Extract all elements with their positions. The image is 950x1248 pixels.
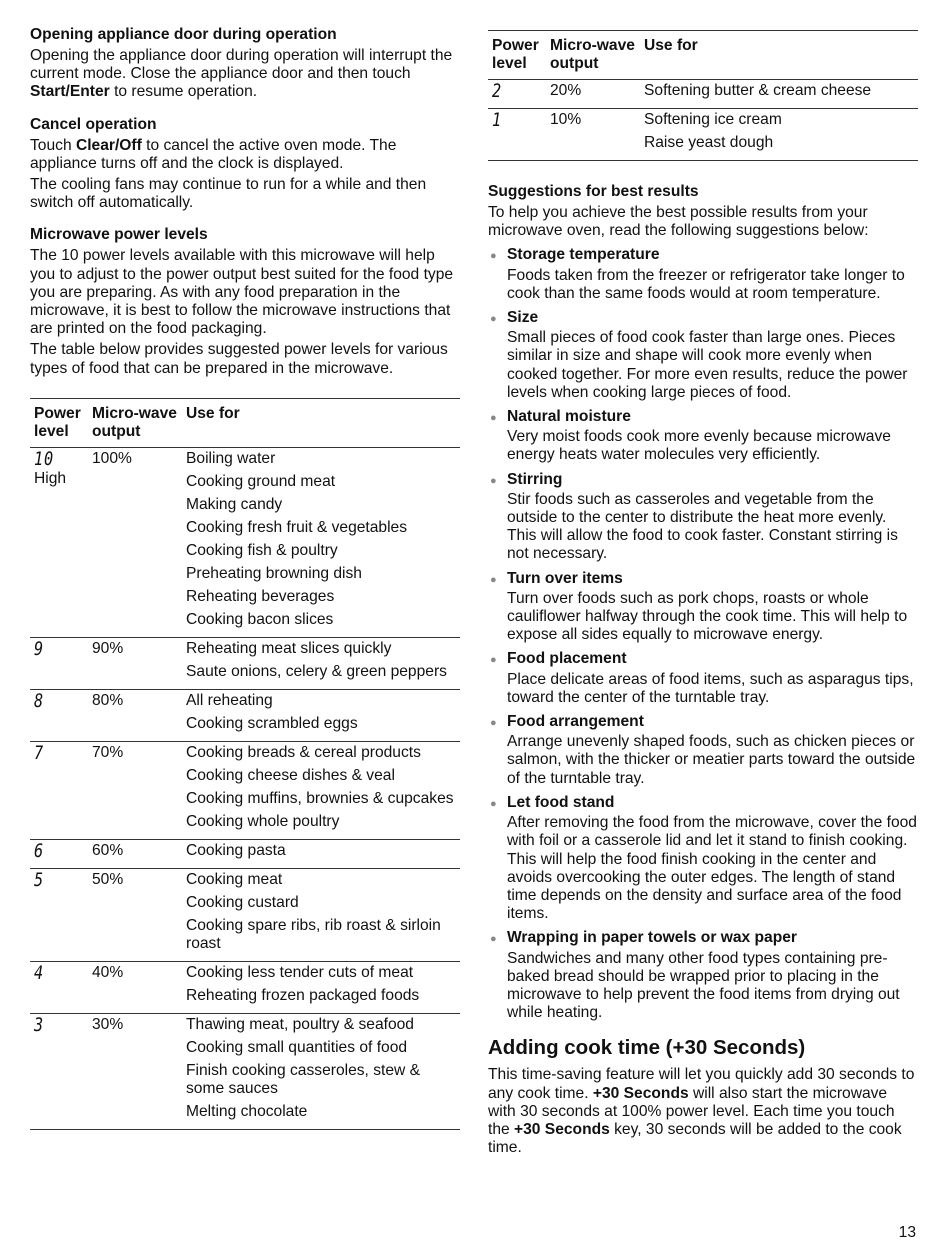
- use-item: Cooking muffins, brownies & cupcakes: [186, 789, 454, 807]
- power-level-cell: [30, 637, 88, 689]
- use-item: Saute onions, celery & green peppers: [186, 662, 447, 680]
- output-cell: 50%: [88, 868, 182, 961]
- section-suggestions: [488, 183, 918, 1022]
- output-cell: 80%: [88, 689, 182, 741]
- suggestion-title: Food placement: [507, 650, 627, 668]
- section-text: To help you achieve the best possible results from your microwave oven, read the following suggestions below:: [488, 204, 869, 240]
- suggestion-item: [488, 246, 918, 303]
- suggestion-item: [488, 713, 918, 788]
- table-row: [30, 1013, 460, 1129]
- text-span: to resume operation.: [109, 83, 258, 101]
- section-text: [30, 137, 460, 173]
- use-item: Cooking whole poultry: [186, 812, 340, 830]
- power-level-display: 7: [34, 741, 44, 764]
- use-item: Preheating browning dish: [186, 564, 362, 582]
- suggestion-item: [488, 471, 918, 564]
- suggestion-item: [488, 794, 918, 923]
- use-item: Raise yeast dough: [644, 134, 774, 151]
- section-title: Suggestions for best results: [488, 183, 699, 200]
- table-row: [488, 109, 918, 161]
- use-item: Making candy: [186, 495, 283, 513]
- power-level-display: 2: [492, 80, 502, 102]
- section-text: The table below provides suggested power levels for various types of food that can be prepared in the microwave.: [30, 341, 448, 377]
- bullet-icon: ●: [490, 933, 497, 946]
- header-power-level: Power level: [30, 398, 88, 447]
- header-use-for: Use for: [640, 31, 918, 80]
- suggestion-item: [488, 408, 918, 465]
- suggestion-item: [488, 650, 918, 707]
- use-for-cell: [182, 447, 460, 637]
- suggestion-title: Natural moisture: [507, 408, 631, 426]
- right-column: [488, 30, 918, 1157]
- power-level-cell: [488, 80, 546, 109]
- text-span: This time-saving feature will let you quickly add 30 seconds to any cook time.: [488, 1066, 915, 1102]
- use-item: Softening ice cream: [644, 111, 782, 128]
- section-text: The 10 power levels available with this microwave will help you to adjust to the power output best suited for the food type you are preparing. As with any food preparation in the microwave, it is best to follow the microwave instructions that are printed on the food packaging.: [30, 247, 454, 338]
- suggestion-title: Storage temperature: [507, 246, 660, 264]
- bullet-icon: ●: [490, 654, 497, 667]
- power-level-display: 5: [34, 868, 44, 891]
- power-level-display: 6: [34, 839, 44, 862]
- suggestion-list: [488, 246, 918, 1022]
- text-span: key, 30 seconds will be added to the cook time.: [488, 1120, 902, 1157]
- section-title: Opening appliance door during operation: [30, 26, 337, 43]
- power-level-cell: [30, 689, 88, 741]
- table-row: [30, 447, 460, 637]
- table-row: [30, 868, 460, 961]
- use-for-cell: [640, 80, 918, 109]
- power-level-table-continued: [488, 30, 918, 161]
- use-item: Cooking breads & cereal products: [186, 743, 421, 761]
- table-row: [30, 839, 460, 868]
- section-title: Microwave power levels: [30, 226, 208, 244]
- text-span: will also start the microwave with 30 seconds at 100% power level. Each time you touch the: [488, 1084, 895, 1138]
- power-level-table: [30, 398, 460, 1130]
- suggestion-text: Small pieces of food cook faster than large ones. Pieces similar in size and shape will cook more evenly when cooked together. For more even results, reduce the power levels when cooking large pieces of food.: [507, 329, 908, 401]
- use-for-cell: [182, 868, 460, 961]
- output-cell: 40%: [88, 961, 182, 1013]
- use-item: Cooking cheese dishes & veal: [186, 766, 395, 784]
- bullet-icon: ●: [490, 250, 497, 263]
- use-item: Cooking small quantities of food: [186, 1038, 408, 1056]
- use-item: Cooking fish & poultry: [186, 541, 338, 559]
- bullet-icon: ●: [490, 474, 497, 487]
- table-header-row: [488, 31, 918, 80]
- suggestion-title: Let food stand: [507, 793, 615, 811]
- output-cell: 100%: [92, 449, 132, 467]
- use-item: Cooking less tender cuts of meat: [186, 963, 414, 981]
- use-item: Cooking bacon slices: [186, 610, 334, 628]
- suggestion-title: Size: [507, 309, 539, 327]
- output-cell: 90%: [88, 637, 182, 689]
- suggestion-text: After removing the food from the microwave, cover the food with foil or a casserole lid and let it stand to finish cooking. This will help the food finish cooking in the center and avoids overcooking the outer edges. The length of stand time depends on the density and surface area of the food items.: [507, 814, 917, 923]
- power-level-display: 1: [492, 109, 502, 131]
- use-item: All reheating: [186, 691, 273, 709]
- key-name: Clear/Off: [75, 136, 142, 154]
- suggestion-text: Very moist foods cook more evenly because microwave energy heats water molecules very efficiently.: [507, 428, 891, 464]
- section-text: [488, 1066, 918, 1157]
- use-item: Boiling water: [186, 449, 276, 467]
- page-number: 13: [898, 1224, 916, 1241]
- section-text: [30, 47, 460, 102]
- suggestion-title: Wrapping in paper towels or wax paper: [507, 929, 797, 947]
- bullet-icon: ●: [490, 717, 497, 730]
- key-name: +30 Seconds: [514, 1120, 610, 1138]
- suggestion-text: Foods taken from the freezer or refrigerator take longer to cook than the same foods would at room temperature.: [507, 266, 905, 302]
- use-item: Reheating beverages: [186, 587, 335, 605]
- bullet-icon: ●: [490, 797, 497, 810]
- output-cell: 20%: [550, 82, 582, 99]
- suggestion-title: Food arrangement: [507, 713, 644, 731]
- section-cancel-operation: [30, 116, 460, 213]
- section-title-adding-cook-time: Adding cook time (+30 Seconds): [488, 1036, 806, 1060]
- text-span: Opening the appliance door during operation will interrupt the current mode. Close the appliance door and then touch: [30, 47, 453, 83]
- left-column: [30, 26, 460, 1130]
- table-header-row: [30, 398, 460, 447]
- section-title: Cancel operation: [30, 115, 157, 133]
- table-row: [488, 80, 918, 109]
- suggestion-text: Arrange unevenly shaped foods, such as chicken pieces or salmon, with the thicker or meatier parts toward the outside of the turntable tray.: [507, 733, 916, 787]
- power-level-cell: [30, 447, 88, 637]
- power-level-cell: [30, 1013, 88, 1129]
- key-name: +30 Seconds: [592, 1084, 689, 1102]
- use-for-cell: [182, 689, 460, 741]
- suggestion-title: Stirring: [507, 470, 563, 488]
- output-cell: 70%: [88, 741, 182, 839]
- bullet-icon: ●: [490, 412, 497, 425]
- power-level-display: 4: [34, 961, 44, 984]
- output-cell: 60%: [88, 839, 182, 868]
- section-power-levels: [30, 226, 460, 377]
- suggestion-title: Turn over items: [507, 569, 623, 587]
- use-for-cell: [182, 839, 460, 868]
- use-item: Reheating meat slices quickly: [186, 639, 392, 657]
- bullet-icon: ●: [490, 573, 497, 586]
- use-item: Cooking pasta: [186, 841, 286, 859]
- section-opening-door: [30, 26, 460, 102]
- use-item: Softening butter & cream cheese: [644, 82, 872, 99]
- use-item: Cooking meat: [186, 870, 283, 888]
- suggestion-item: [488, 309, 918, 402]
- key-name: Start/Enter: [30, 83, 110, 101]
- text-span: to cancel the active oven mode. The appliance turns off and the clock is displayed.: [30, 136, 397, 172]
- table-row: [30, 637, 460, 689]
- use-item: Cooking scrambled eggs: [186, 714, 358, 732]
- use-item: Reheating frozen packaged foods: [186, 986, 420, 1004]
- suggestion-text: Turn over foods such as pork chops, roasts or whole cauliflower halfway through the cook time. This will help to expose all sides equally to microwave energy.: [507, 589, 908, 644]
- header-output: Micro-wave output: [88, 398, 182, 447]
- use-item: Melting chocolate: [186, 1102, 308, 1120]
- use-for-cell: [182, 637, 460, 689]
- output-cell: 30%: [88, 1013, 182, 1129]
- table-row: [30, 741, 460, 839]
- suggestion-item: [488, 929, 918, 1022]
- header-output: Micro-wave output: [546, 31, 640, 80]
- section-text: The cooling fans may continue to run for a while and then switch off automatically.: [30, 176, 427, 212]
- output-cell: 10%: [546, 109, 640, 161]
- power-level-cell: [30, 868, 88, 961]
- header-power-level: Power level: [488, 31, 546, 80]
- power-level-cell: [30, 839, 88, 868]
- use-item: Finish cooking casseroles, stew & some sauces: [186, 1061, 421, 1097]
- use-for-cell: [640, 109, 918, 161]
- use-for-cell: [182, 741, 460, 839]
- table-row: [30, 961, 460, 1013]
- use-for-cell: [182, 1013, 460, 1129]
- use-item: Thawing meat, poultry & seafood: [186, 1015, 414, 1033]
- table-row: [30, 689, 460, 741]
- suggestion-text: Sandwiches and many other food types containing pre-baked bread should be wrapped prior to placing in the microwave to help prevent the food items from drying out while heating.: [507, 949, 900, 1022]
- power-level-cell: [30, 961, 88, 1013]
- power-level-display: 3: [34, 1013, 44, 1036]
- use-item: Cooking fresh fruit & vegetables: [186, 518, 408, 536]
- power-level-display: 10: [34, 447, 54, 470]
- power-level-cell: [30, 741, 88, 839]
- use-for-cell: [182, 961, 460, 1013]
- use-item: Cooking ground meat: [186, 472, 336, 490]
- suggestion-item: [488, 570, 918, 645]
- power-level-cell: [488, 109, 546, 161]
- power-level-display: 9: [34, 637, 44, 660]
- header-use-for: Use for: [182, 398, 460, 447]
- use-item: Cooking spare ribs, rib roast & sirloin roast: [186, 916, 441, 952]
- text-span: Touch: [30, 136, 76, 154]
- power-level-display: 8: [34, 689, 44, 712]
- bullet-icon: ●: [490, 313, 497, 326]
- suggestion-text: Place delicate areas of food items, such as asparagus tips, toward the center of the turntable tray.: [507, 670, 914, 706]
- use-item: Cooking custard: [186, 893, 299, 911]
- suggestion-text: Stir foods such as casseroles and vegetable from the outside to the center to distribute the heat more evenly. This will allow the food to cook faster. Constant stirring is not necessary.: [507, 490, 898, 563]
- power-level-label: High: [34, 469, 67, 487]
